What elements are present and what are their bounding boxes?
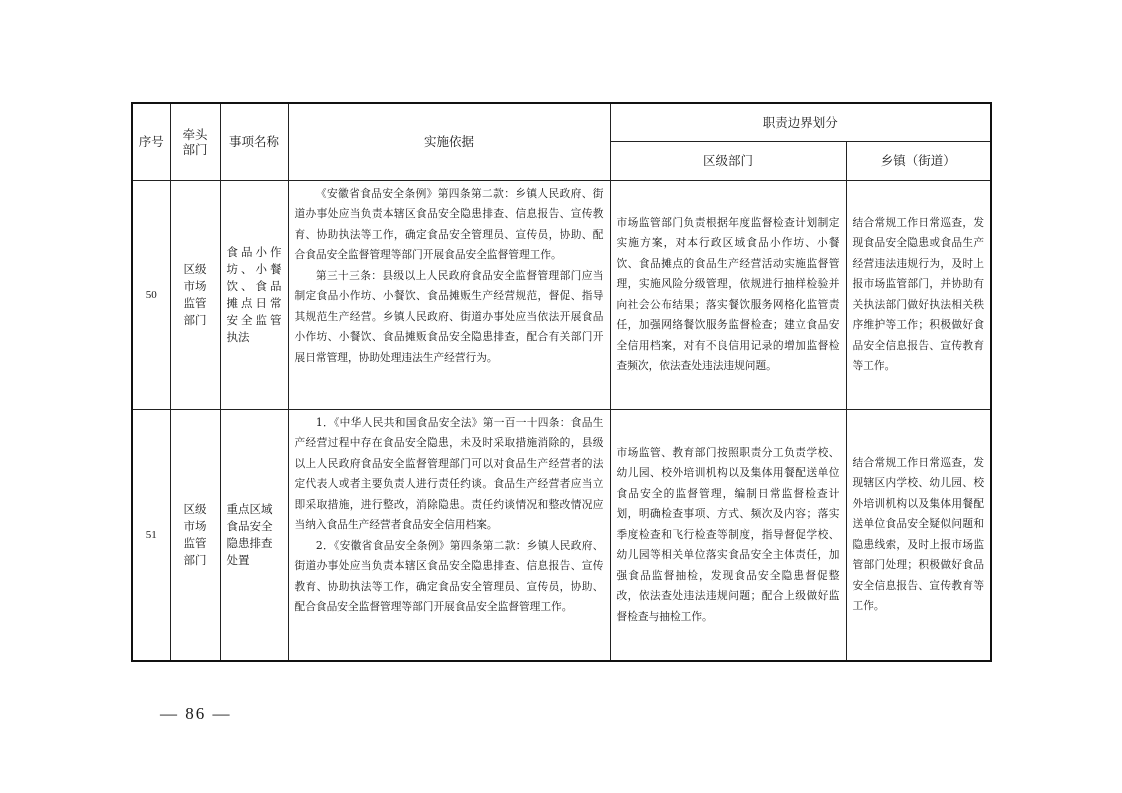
row-basis [288, 409, 610, 661]
row-dept [170, 409, 220, 661]
town-text: 结合常规工作日常巡查，发现辖区内学校、幼儿园、校外培训机构以及集体用餐配送单位食品安全疑似问题和隐患线索，及时上报市场监管部门处理；积极做好食品安全信息报告、宣传教育等工作。 [852, 455, 985, 613]
basis-paragraph: 1．《中华人民共和国食品安全法》第一百一十四条：食品生产经营过程中存在食品安全隐患，未及时采取措施消除的，县级以上人民政府食品安全监督管理部门可以对食品生产经营者的法定代表人或者主要负责人进行责任约谈。食品生产经营者应当立即采取措施，进行整改，消除隐患。责任约谈情况和整改情况应当纳入食品生产经营者食品安全信用档案。 [294, 415, 604, 531]
duty-table [131, 102, 992, 662]
row-district [610, 180, 846, 409]
row-basis [288, 180, 610, 409]
row-seq: 51 [132, 409, 170, 661]
row-town [846, 409, 991, 661]
header-town: 乡镇（街道） [846, 141, 991, 180]
header-lead-dept-text: 牵头部门 [182, 126, 208, 157]
header-basis: 实施依据 [288, 103, 610, 180]
row-town [846, 180, 991, 409]
header-boundary: 职责边界划分 [610, 103, 991, 141]
header-row [132, 103, 991, 141]
header-item-name: 事项名称 [220, 103, 288, 180]
header-lead-dept [170, 103, 220, 180]
row-dept-text: 区级市场监管部门 [183, 261, 207, 327]
row-district [610, 409, 846, 661]
row-dept [170, 180, 220, 409]
district-text: 市场监管、教育部门按照职责分工负责学校、幼儿园、校外培训机构以及集体用餐配送单位食品安全的监督管理，编制日常监督检查计划，明确检查事项、方式、频次及内容；落实季度检查和飞行检查等制度，指导督促学校、幼儿园等相关单位落实食品安全主体责任，加强食品监督抽检，发现食品安全隐患督促整改，依法查处违法违规问题；配合上级做好监督检查与抽检工作。 [616, 445, 840, 623]
district-text: 市场监管部门负责根据年度监督检查计划制定实施方案，对本行政区域食品小作坊、小餐饮、食品摊点的食品生产经营活动实施监督管理，实施风险分级管理，依规进行抽样检验并向社会公布结果；落实餐饮服务网格化监管责任，加强网络餐饮服务监督检查；建立食品安全信用档案，对有不良信用记录的增加监督检查频次，依法查处违法违规问题。 [616, 215, 840, 372]
header-seq: 序号 [132, 103, 170, 180]
row-dept-text: 区级市场监管部门 [183, 501, 207, 567]
basis-paragraph: 《安徽省食品安全条例》第四条第二款：乡镇人民政府、街道办事处应当负责本辖区食品安全隐患排查、信息报告、宣传教育、协助执法等工作，确定食品安全管理员、宣传员，协助、配合食品安全监督管理等部门开展食品安全监督管理工作。 [294, 186, 604, 261]
row-item: 重点区域食品安全隐患排查处置 [220, 409, 288, 661]
table-row [132, 409, 991, 661]
row-item: 食品小作坊、小餐饮、食品摊点日常安全监管执法 [220, 180, 288, 409]
header-district: 区级部门 [610, 141, 846, 180]
basis-paragraph: 第三十三条：县级以上人民政府食品安全监督管理部门应当制定食品小作坊、小餐饮、食品摊贩生产经营规范，督促、指导其规范生产经营。乡镇人民政府、街道办事处应当依法开展食品小作坊、小餐饮、食品摊贩食品安全隐患排查，配合有关部门开展日常管理，协助处理违法生产经营行为。 [294, 268, 604, 364]
basis-paragraph: 2．《安徽省食品安全条例》第四条第二款：乡镇人民政府、街道办事处应当负责本辖区食品安全隐患排查、信息报告、宣传教育、协助执法等工作，确定食品安全管理员、宣传员，协助、配合食品安全监督管理等部门开展食品安全监督管理工作。 [294, 538, 604, 613]
table-row [132, 180, 991, 409]
page-number: — 86 — [160, 704, 232, 723]
town-text: 结合常规工作日常巡查，发现食品安全隐患或食品生产经营违法违规行为，及时上报市场监管部门，并协助有关执法部门做好执法相关秩序维护等工作；积极做好食品安全信息报告、宣传教育等工作。 [852, 215, 985, 372]
row-seq: 50 [132, 180, 170, 409]
